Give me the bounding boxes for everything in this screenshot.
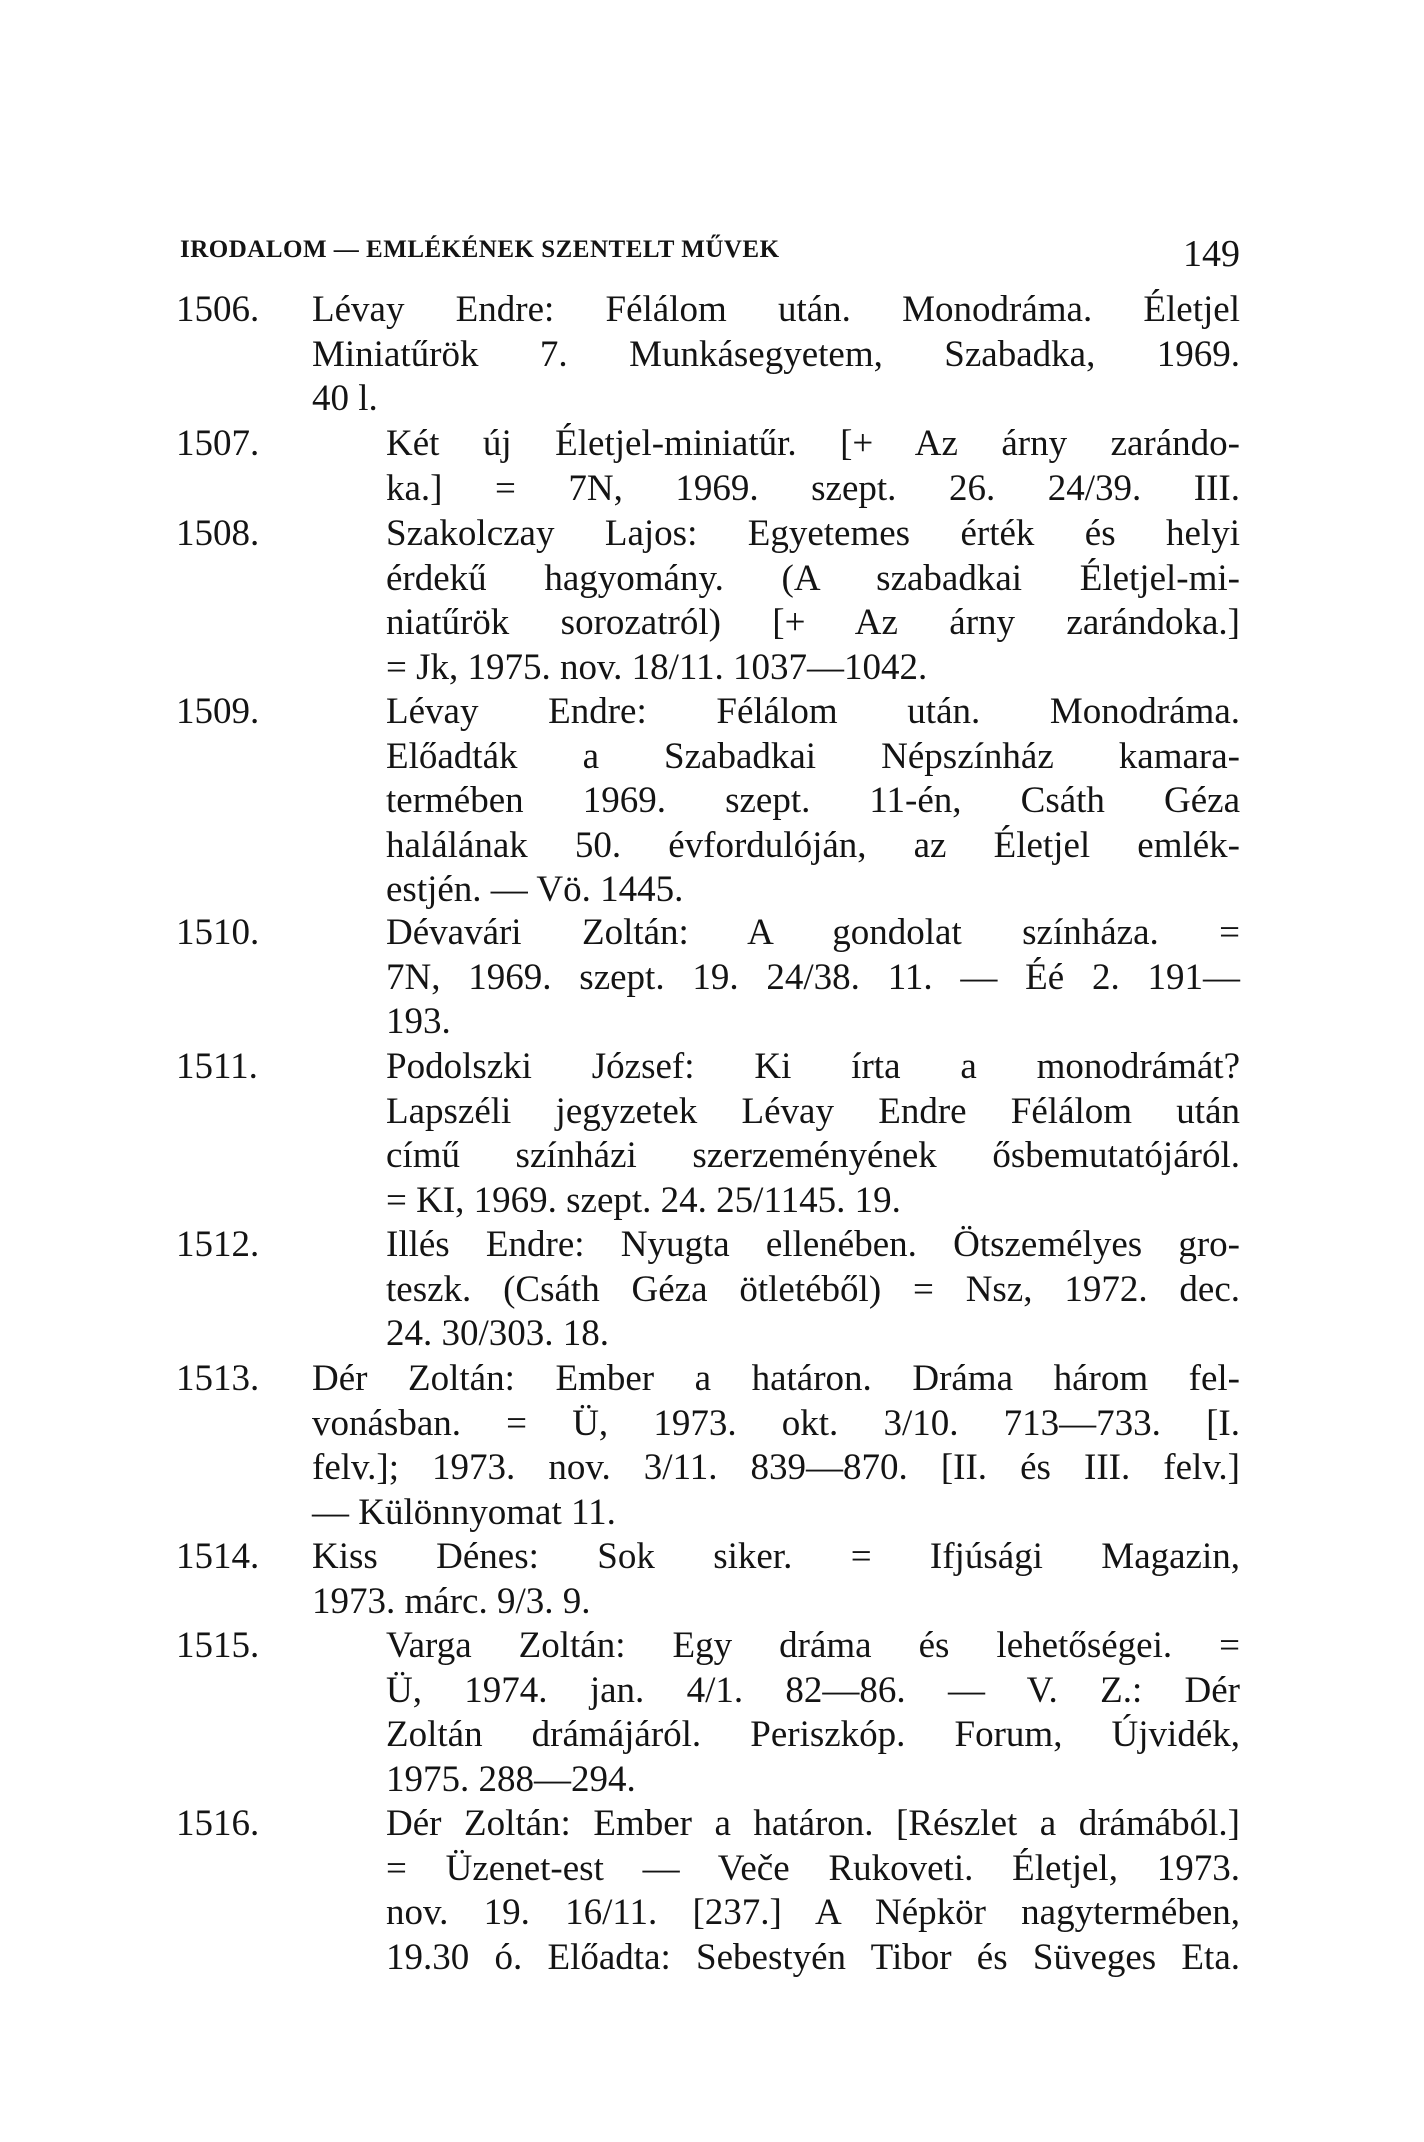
entry-text-line: Illés Endre: Nyugta ellenében. Ötszemélyes gro- xyxy=(386,1224,1240,1265)
entry-text-line: ka.] = 7N, 1969. szept. 26. 24/39. III. xyxy=(386,467,1240,509)
entry-text-line: teszk. (Csáth Géza ötletéből) = Nsz, 1972. dec. xyxy=(386,1268,1240,1310)
entry-text-line: Dévavári Zoltán: A gondolat színháza. = xyxy=(386,912,1240,953)
entry-text-line: Két új Életjel-miniatűr. [+ Az árny zarándo- xyxy=(386,423,1240,464)
entry-number: 1509. xyxy=(176,691,260,732)
entry-number: 1516. xyxy=(176,1803,260,1844)
page-number: 149 xyxy=(1183,233,1240,275)
entry-text-line: Lévay Endre: Félálom után. Monodráma. Életjel xyxy=(312,289,1240,330)
page-header xyxy=(180,233,1240,286)
entry-text-line: estjén. — Vö. 1445. xyxy=(386,869,684,910)
entry-text-line: érdekű hagyomány. (A szabadkai Életjel-mi- xyxy=(386,557,1240,599)
entry-text-line: Szakolczay Lajos: Egyetemes érték és helyi xyxy=(386,513,1240,554)
entry-text-line: nov. 19. 16/11. [237.] A Népkör nagytermében, xyxy=(386,1892,1240,1933)
entry-text-line: című színházi szerzeményének ősbemutatójáról. xyxy=(386,1135,1240,1176)
entry-text-line: — Különnyomat 11. xyxy=(312,1491,616,1533)
entry-text-line: Podolszki József: Ki írta a monodrámát? xyxy=(386,1046,1240,1087)
entry-text-line: Lapszéli jegyzetek Lévay Endre Félálom után xyxy=(386,1090,1240,1132)
entry-text-line: Miniatűrök 7. Munkásegyetem, Szabadka, 1969. xyxy=(312,333,1240,375)
entry-number: 1512. xyxy=(176,1224,260,1265)
entry-text-line: vonásban. = Ü, 1973. okt. 3/10. 713—733. [I. xyxy=(312,1402,1240,1444)
entry-text-line: Lévay Endre: Félálom után. Monodráma. xyxy=(386,691,1240,732)
entry-text-line: 1973. márc. 9/3. 9. xyxy=(312,1580,591,1622)
entry-text-line: 7N, 1969. szept. 19. 24/38. 11. — Éé 2. 191— xyxy=(386,956,1240,998)
entry-number: 1510. xyxy=(176,912,260,953)
entry-text-line: Dér Zoltán: Ember a határon. [Részlet a drámából.] xyxy=(386,1803,1240,1844)
entry-text-line: 40 l. xyxy=(312,378,378,419)
entry-text-line: Előadták a Szabadkai Népszínház kamara- xyxy=(386,735,1240,777)
entry-text-line: termében 1969. szept. 11-én, Csáth Géza xyxy=(386,780,1240,821)
entry-text-line: halálának 50. évfordulóján, az Életjel emlék- xyxy=(386,824,1240,866)
entry-text-line: felv.]; 1973. nov. 3/11. 839—870. [II. és III. felv.] xyxy=(312,1447,1240,1488)
running-head: IRODALOM — EMLÉKÉNEK SZENTELT MŰVEK xyxy=(180,236,780,263)
entry-text-line: Varga Zoltán: Egy dráma és lehetőségei. = xyxy=(386,1625,1240,1666)
entry-text-line: 24. 30/303. 18. xyxy=(386,1313,610,1354)
entry-text-line: Kiss Dénes: Sok siker. = Ifjúsági Magazin, xyxy=(312,1536,1240,1577)
entry-text-line: Zoltán drámájáról. Periszkóp. Forum, Újvidék, xyxy=(386,1714,1240,1755)
entry-text-line: = KI, 1969. szept. 24. 25/1145. 19. xyxy=(386,1179,901,1221)
entry-text-line: = Jk, 1975. nov. 18/11. 1037—1042. xyxy=(386,646,928,688)
entry-number: 1507. xyxy=(176,423,260,464)
entry-text-line: 193. xyxy=(386,1001,451,1042)
entry-text-line: niatűrök sorozatról) [+ Az árny zarándoka.] xyxy=(386,602,1240,643)
entry-text-line: 1975. 288—294. xyxy=(386,1758,636,1800)
entry-text-line: Ü, 1974. jan. 4/1. 82—86. — V. Z.: Dér xyxy=(386,1669,1240,1711)
entry-number: 1514. xyxy=(176,1536,260,1577)
entry-number: 1506. xyxy=(176,289,260,330)
entry-number: 1513. xyxy=(176,1358,260,1399)
entry-text-line: Dér Zoltán: Ember a határon. Dráma három fel- xyxy=(312,1358,1240,1399)
entry-number: 1511. xyxy=(176,1046,258,1087)
entry-text-line: = Üzenet-est — Veče Rukoveti. Életjel, 1973. xyxy=(386,1847,1240,1889)
entry-number: 1508. xyxy=(176,513,260,554)
entry-number: 1515. xyxy=(176,1625,260,1666)
entry-text-line: 19.30 ó. Előadta: Sebestyén Tibor és Süveges Eta. xyxy=(386,1936,1240,1978)
